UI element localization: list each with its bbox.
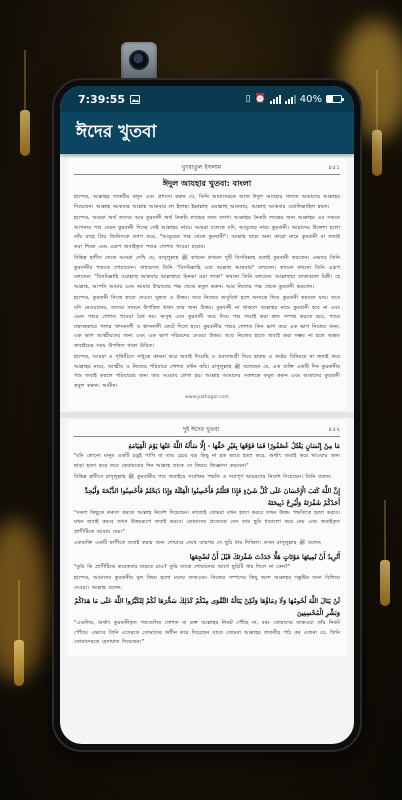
paragraph: একব্যক্তি একটি ছাগীকে জবাই করার জন্য শোয়ায়ে দেখে তারপর সে ছুরি ধার দিচ্ছিল। তখন রাসূলুল্লাহ ﷺ বলেন: [74, 540, 322, 546]
phone-screen [60, 86, 354, 744]
lantern-decoration [14, 640, 24, 686]
arabic-verse: لَنْ يَنَالَ اللَّهَ لُحُومُهَا وَلَا دِمَاؤُهَا وَلَكِنْ يَنَالُهُ التَّقْوَى مِنْكُمْ كَذَلِكَ سَخَّرَهَا لَكُمْ لِتُكَبِّرُوا اللَّهَ عَلَى مَا هَدَاكُمْ وَبَشِّرِ الْمُحْسِنِينَ [74, 597, 340, 617]
paragraph: "এগুলির, অর্থাৎ কুরবানীকৃত পশুগুলির গোশত বা রক্ত আল্লাহর নিকট পৌঁছে না, বরং তোমাদের তাকওয়া তাঁর নিকট পৌঁছে। এভাবে তিনি এদেরকে তোমাদের অধীন করে দিয়েছেন যাতে তোমরা আল্লাহর তাকবীর পাঠ কর এজন্য যে, তিনি তোমাদেরকে হেদায়াত দিয়েছেন।" [74, 620, 340, 645]
document-page [68, 158, 346, 410]
paragraph: "যদি কোনো মানুষ একটি চড়ুই পাখি বা তার চেয়ে বড় কিছু না হক ভাবে হত্যা করে, অর্থাৎ জবাই করে খাওয়ার জন্য ছাড়া হত্যা করে তবে কেয়ামতের দিন আল্লাহ তাকে সে বিষয়ে জিজ্ঞাসা করবেন।" [74, 453, 340, 469]
page-body [74, 193, 340, 391]
arabic-verse: أَتُرِيدُ أَنْ تُمِيتَهَا مَوْتَاتٍ هَلَّا حَدَدْتَ شَفْرَتَكَ قَبْلَ أَنْ تُضْجِعَهَا [189, 552, 340, 561]
app-bar [60, 112, 354, 154]
khutba-title: ঈদুল আযহার খুতবা: বাংলা [162, 179, 252, 188]
status-bar [60, 86, 354, 112]
page-number: ৪৫১ [328, 164, 340, 171]
phone-frame [54, 80, 360, 750]
lantern-decoration [372, 130, 382, 176]
page-running-head [74, 162, 340, 175]
page-divider [60, 412, 354, 418]
camera-lens [129, 50, 149, 70]
paragraph: হাম্দের, আল্লাহর তাকবীর বলুন এবং প্রশংসা করুন যে, তিনি আমাদেরকে আজ ঈদুল আযহার সাদাত আমাদের আল্লাহর দিয়েছেন। আল্লাহ আকবার আল্লাহ আকবার লা ইলাহা ইল্লাল্লাহু ওয়াল্লাহু আকবার, আল্লাহু আকবার ওয়ালিল্লাহিল হামদ। [74, 194, 340, 210]
source-watermark: www.pathagar.com [184, 395, 230, 400]
document-viewer[interactable] [60, 154, 354, 660]
paragraph: "সকল কিছুকে করুণা করতে আল্লাহ নির্দেশ দিয়েছেন। কাজেই তোমরা যখন হত্যা করবে তখন উত্তম পদ্ধতিতে হত্যা করবে। যখন জবাই করবে তখন উত্তমরূপে জবাই করবে। তোমাদের প্রত্যেকে যেন তার ছুরি ধারালো করে নেয় এবং জবাইকৃত প্রাণীটিকে আরাম দেয়।" [74, 509, 340, 535]
lantern-decoration [380, 560, 390, 606]
battery-percent: 40% [299, 93, 322, 105]
document-page [68, 420, 346, 656]
signal-icon [270, 95, 281, 104]
paragraph: হাম্দের, আমরা অর্থ তাদের আর কুরবানী অর্থ নৈকট্য লাভের জন্য ত্যাগ। আল্লাহর নৈকট্য লাভের জন্য আল্লাহর এর সামনে আপনার পশু যেমন কুরবানী দিচ্ছে সেই আল্লাহর নামে। আমরা বলেছে যদি, আমুত্রের নামে কুরবানী। আমাদের উদ্দেশ্য হলো তাঁর রাহে প্রিয় জিনিসকে ত্যাগ করে, "আমুত্রের পক্ষ থেকে কুরবানী"। আল্লাহ ছাড়া অন্য কারো নামে কুরবানী বা জবাই করা শিরক এবং এরূপ জবাইকৃত পশুর গোশত খাওয়া হারাম। [74, 215, 340, 250]
paragraph: "তুমি কি প্রাণীটিকে কয়েকবার মারতে চাও? তুমি তাকে শোয়ানোর আগে ছুরিটি ধার দিলে না কেন?" [74, 563, 291, 570]
arabic-verse: مَا مِنْ إِنْسَانٍ يَقْتُلُ عُصْفُورًا فَمَا فَوْقَهَا بِغَيْرِ حَقِّهَا - إِلَّا سَأَلَهُ اللَّهُ عَنْهَا يَوْمَ الْقِيَامَةِ [128, 442, 340, 450]
running-head-title: খুৎবাতুল ইসলাম [181, 164, 222, 171]
background-glow [0, 520, 50, 680]
image-notification-icon [130, 95, 140, 104]
paragraph: বিভিন্ন হাদীসে রাসূলুল্লাহ ﷺ কুরবানীর পশু জবাইয়ে সর্বোত্তম পদ্ধতি ও দয়াপূর্ণ আচরণের নির্দেশ দিয়েছেন। তিনি বলেন: [74, 474, 332, 480]
battery-icon [326, 95, 342, 103]
page-running-head [74, 424, 340, 437]
paragraph: হাম্দের, আমরা ও পৃথিবীতে সাধুকে কামনা করে জবাই দিয়েছি ও দ্রব্যসামগ্রী দিয়ে হারাম ও কষ্টের বিনিময়ে না জবাই করে আল্লাহর নামে, আত্মীয় ও নিজের পরিবারে গোশত বন্টন করি। রাসূলুল্লাহ ﷺ বলেছেন যে, এক ব্যক্তি একটি দিন কুরবানীর পশু জবাই করলে পরিবারের জন্য তার সওয়াব লেখা হয়। আল্লাহ আমাদের সকলকে কবুল করুন এবং আমাদের কুরবানী কবুল করুন। আমীন। [74, 354, 340, 389]
lantern-decoration [20, 110, 30, 156]
paragraph: বিভিন্ন হাদীস থেকে আমরা দেখি যে, রাসূলুল্লাহ ﷺ কখনো কখনো দুটি বিসমিল্লাহ বলেই কুরবানী করতেন। এভাবে তিনি কুরবানীর পশুকে শোয়াতেন। সাধারণত তিনি "বিসমিল্লাহি ওয়া আল্লাহু আকবার" বলতেন। কখনো কখনো তিনি এরূপ বলতেন: "বিসমিল্লাহি ওয়াল্লাহু আকবার আল্লাহুম্মা মিনকা ওয়া লাকা" কখনো তিনি বলতেন: আল্লাহুম্মা তাকাব্বাল মিন্নী। হে আল্লাহ, আপনি আমার এবং আমার উম্মাতের পক্ষ থেকে কবুল করুন। আর নিজের পক্ষ থেকে কুরবানী করতেন। [74, 255, 340, 290]
alarm-icon: ⏰ [254, 94, 266, 104]
running-head-title: দুই ঈদের খুতবা [182, 426, 220, 433]
vibrate-icon: ▯ [245, 94, 251, 104]
page-body [74, 440, 340, 648]
paragraph: হাম্দের, আমাদের কুরবানীর মূল বিষয় হলো মনের তাকওয়া। নিজের সম্পদের কিছু অংশ আল্লাহর সন্তুষ্টির জন্য বিলিয়ে দেওয়া। আল্লাহ বলেন: [74, 575, 340, 591]
status-time: 7:39:55 [78, 92, 126, 106]
page-number: ৪৫২ [328, 426, 340, 433]
signal-icon [285, 95, 296, 104]
paragraph: হাম্দের, কুরবানী নিজে হাতে দেওয়া সুন্নাত ও উত্তম। তবে নিজের অসুবিধা হলে অন্যকে দিয়ে কুরবানী করানো যায়। তবে যদি নেওয়ানের, তাদের সামনে উপস্থিত থাকা তার জন্য উত্তম। কুরবানী না থাকলে আল্লাহর নামে কুরবানী হবে না এবং এমন পশুর গোশত খাওয়া বৈধ নয়। অসুস্থ এবং কুরবানী করে দিয়ে পশু জবাই করা দ্রুত সম্পন্ন করতে হবে, পশুর যত্নসহকারে গলার খাদ্যনালী ও শ্বাসনালী কেটে দিতে হবে। কুরবানীর পশুর গোশত তিন ভাগ করে এক ভাগ নিজের জন্য, এক ভাগ আত্মীয়দের জন্য এবং এক ভাগ দরিদ্রদের দেওয়া উত্তম। আর নিজের হাতে জবাই করা সম্ভব না হলে অন্তত জবাইয়ের সময় উপস্থিত থাকা উচিত। [74, 295, 340, 349]
arabic-verse: إِنَّ اللَّهَ كَتَبَ الْإِحْسَانَ عَلَى كُلِّ شَيْءٍ فَإِذَا قَتَلْتُمْ فَأَحْسِنُوا الْقِتْلَةَ وَإِذَا ذَبَحْتُمْ فَأَحْسِنُوا الذَّبْحَةَ وَلْيُحِدَّ أَحَدُكُمْ شَفْرَتَهُ وَلْيُرِحْ ذَبِيحَتَهُ [84, 486, 340, 507]
app-title: ঈদের খুতবা [76, 122, 157, 142]
